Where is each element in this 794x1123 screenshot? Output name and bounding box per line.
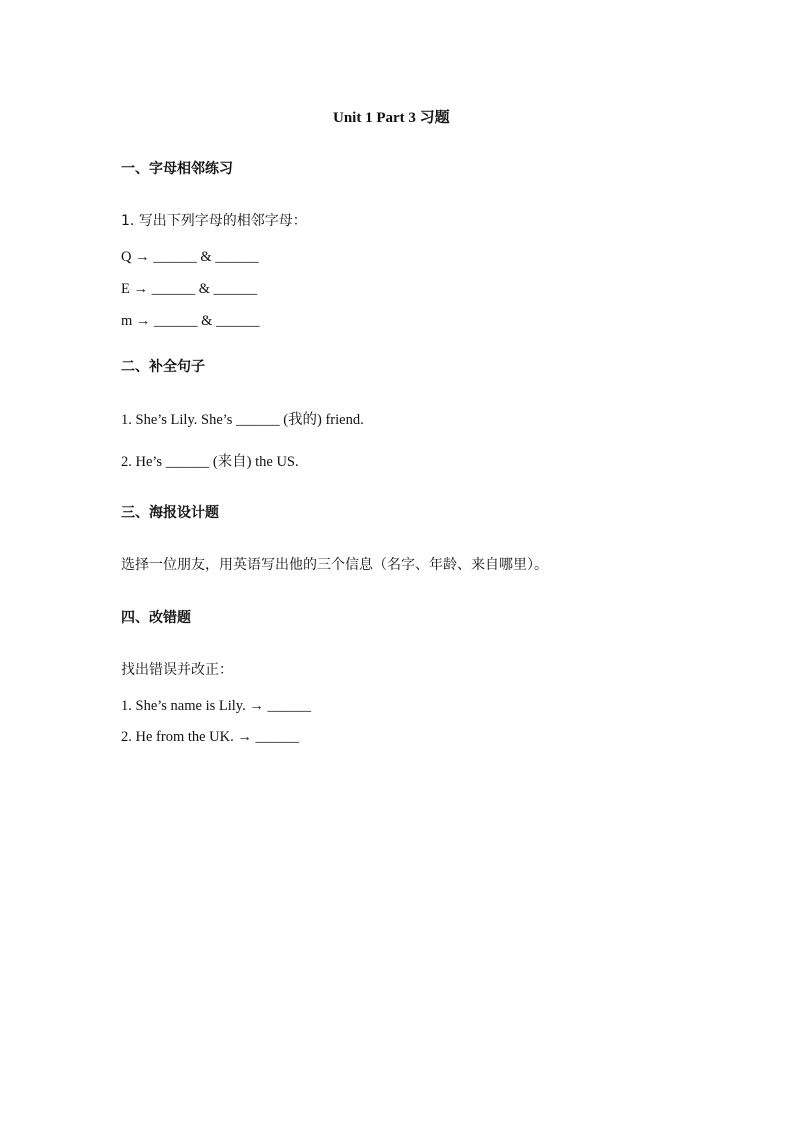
- exercise-line: 2. He’s ______ (来自) the US.: [121, 454, 299, 470]
- page-title: Unit 1 Part 3 习题: [333, 110, 450, 126]
- section-heading-1: 一、字母相邻练习: [121, 161, 233, 177]
- exercise-line: m → ______ & ______: [121, 313, 260, 329]
- section-heading-2: 二、补全句子: [121, 359, 205, 375]
- section-1-instruction: 1. 写出下列字母的相邻字母：: [121, 213, 307, 229]
- section-heading-3: 三、海报设计题: [121, 505, 219, 521]
- exercise-line: 2. He from the UK. → ______: [121, 729, 300, 745]
- exercise-line: E → ______ & ______: [121, 281, 258, 297]
- section-4-instruction: 找出错误并改正：: [121, 662, 233, 678]
- exercise-line: Q → ______ & ______: [121, 249, 259, 265]
- exercise-line: 1. She’s name is Lily. → ______: [121, 698, 311, 714]
- exercise-line: 1. She’s Lily. She’s ______ (我的) friend.: [121, 412, 364, 428]
- section-3-instruction: 选择一位朋友，用英语写出他的三个信息（名字、年龄、来自哪里）。: [121, 557, 548, 573]
- section-heading-4: 四、改错题: [121, 610, 191, 626]
